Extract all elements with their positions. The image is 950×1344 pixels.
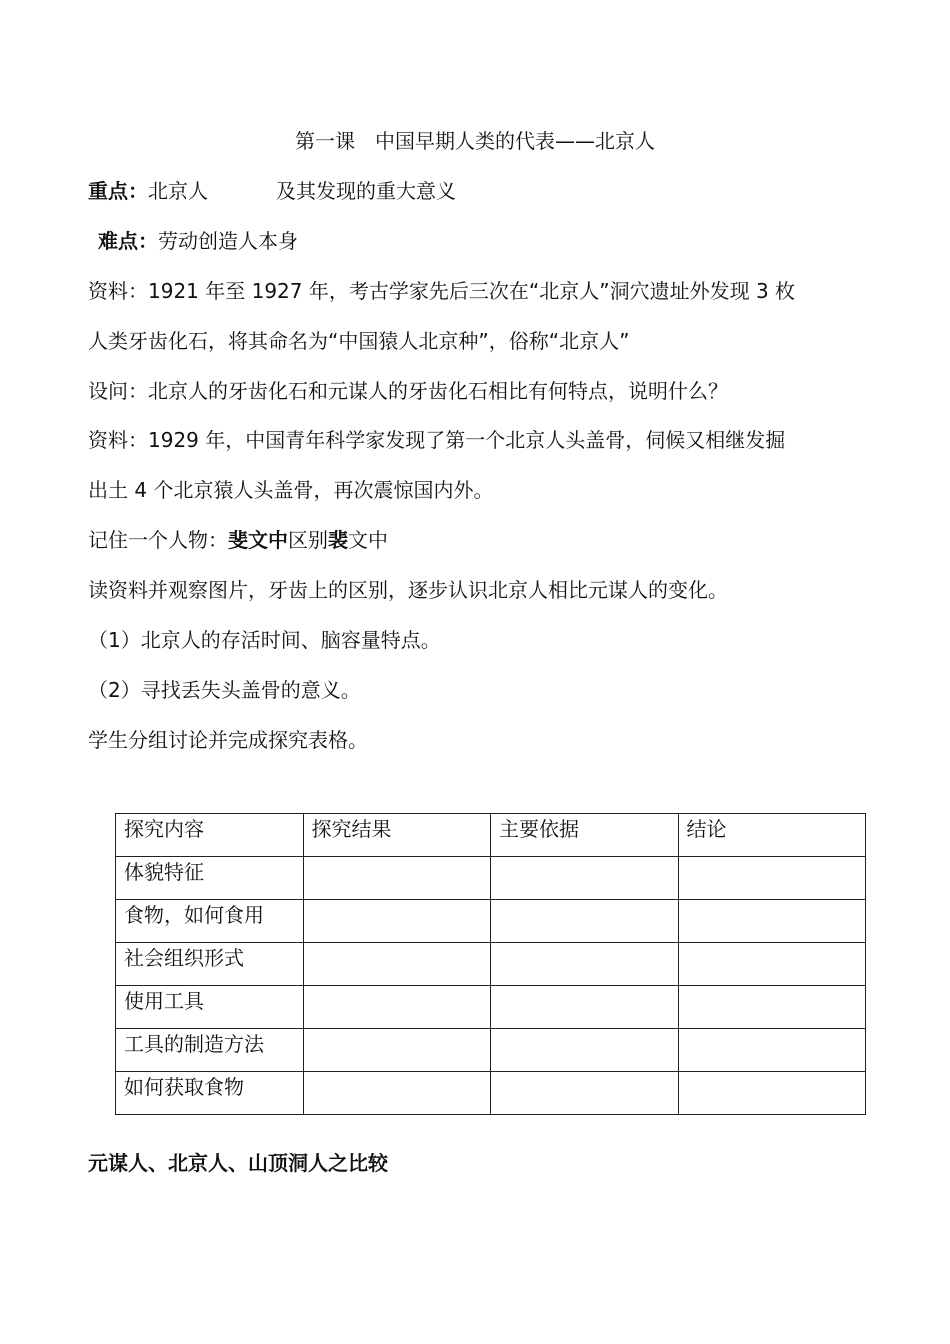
table-cell[interactable] xyxy=(678,857,866,900)
table-header-row xyxy=(116,814,866,857)
table-row xyxy=(116,986,866,1029)
table-cell[interactable] xyxy=(678,943,866,986)
table-cell[interactable] xyxy=(303,943,491,986)
table-header-cell: 探究内容 xyxy=(116,814,304,857)
row-label: 社会组织形式 xyxy=(116,943,304,986)
person-name: 斐文中 xyxy=(228,528,288,552)
table-cell[interactable] xyxy=(491,857,679,900)
table-cell[interactable] xyxy=(303,986,491,1029)
row-label: 工具的制造方法 xyxy=(116,1029,304,1072)
page-title: 第一课 中国早期人类的代表——北京人 xyxy=(295,129,655,153)
inquiry-table xyxy=(115,813,866,1115)
table-cell[interactable] xyxy=(678,1072,866,1115)
group-task-line: 学生分组讨论并完成探究表格。 xyxy=(88,728,368,752)
table-cell[interactable] xyxy=(491,1072,679,1115)
table-row xyxy=(116,857,866,900)
item-1: （1）北京人的存活时间、脑容量特点。 xyxy=(88,628,441,652)
difficulty-text: 劳动创造人本身 xyxy=(158,229,298,253)
table-cell[interactable] xyxy=(303,900,491,943)
instruction-line: 读资料并观察图片，牙齿上的区别，逐步认识北京人相比元谋人的变化。 xyxy=(88,578,728,602)
question-line: 设问：北京人的牙齿化石和元谋人的牙齿化石相比有何特点，说明什么？ xyxy=(88,379,728,403)
table-row xyxy=(116,1029,866,1072)
person-suffix: 文中 xyxy=(348,528,388,552)
table-cell[interactable] xyxy=(491,986,679,1029)
table-header-cell: 探究结果 xyxy=(303,814,491,857)
table-cell[interactable] xyxy=(678,1029,866,1072)
summary-heading: 元谋人、北京人、山顶洞人之比较 xyxy=(88,1151,388,1175)
person-prefix: 记住一个人物： xyxy=(88,528,228,552)
row-label: 如何获取食物 xyxy=(116,1072,304,1115)
material2-line2: 出土 4 个北京猿人头盖骨，再次震惊国内外。 xyxy=(88,478,494,502)
person-middle: 区别 xyxy=(288,528,328,552)
material2-line1: 资料：1929 年，中国青年科学家发现了第一个北京人头盖骨，伺候又相继发掘 xyxy=(88,428,786,452)
table-cell[interactable] xyxy=(491,900,679,943)
keypoint-text-b: 及其发现的重大意义 xyxy=(276,179,456,203)
item-2: （2）寻找丢失头盖骨的意义。 xyxy=(88,678,361,702)
keypoint-text-a: 北京人 xyxy=(148,179,208,203)
table-cell[interactable] xyxy=(491,943,679,986)
table-row xyxy=(116,1072,866,1115)
table-cell[interactable] xyxy=(303,857,491,900)
table-cell[interactable] xyxy=(678,986,866,1029)
table-row xyxy=(116,900,866,943)
person-line xyxy=(88,526,388,554)
table-header-cell: 结论 xyxy=(678,814,866,857)
material1-line2: 人类牙齿化石，将其命名为“中国猿人北京种”，俗称“北京人” xyxy=(88,329,630,353)
keypoint-label: 重点： xyxy=(88,179,148,203)
table-cell[interactable] xyxy=(303,1029,491,1072)
row-label: 体貌特征 xyxy=(116,857,304,900)
table-cell[interactable] xyxy=(303,1072,491,1115)
table-cell[interactable] xyxy=(491,1029,679,1072)
table-header-cell: 主要依据 xyxy=(491,814,679,857)
table-row xyxy=(116,943,866,986)
difficulty-label: 难点： xyxy=(98,229,158,253)
row-label: 使用工具 xyxy=(116,986,304,1029)
table-cell[interactable] xyxy=(678,900,866,943)
difficulty-line xyxy=(98,227,298,255)
material1-line1: 资料：1921 年至 1927 年，考古学家先后三次在“北京人”洞穴遗址外发现 3 枚 xyxy=(88,279,796,303)
row-label: 食物，如何食用 xyxy=(116,900,304,943)
keypoint-line xyxy=(88,177,456,205)
person-char: 裴 xyxy=(328,528,348,552)
